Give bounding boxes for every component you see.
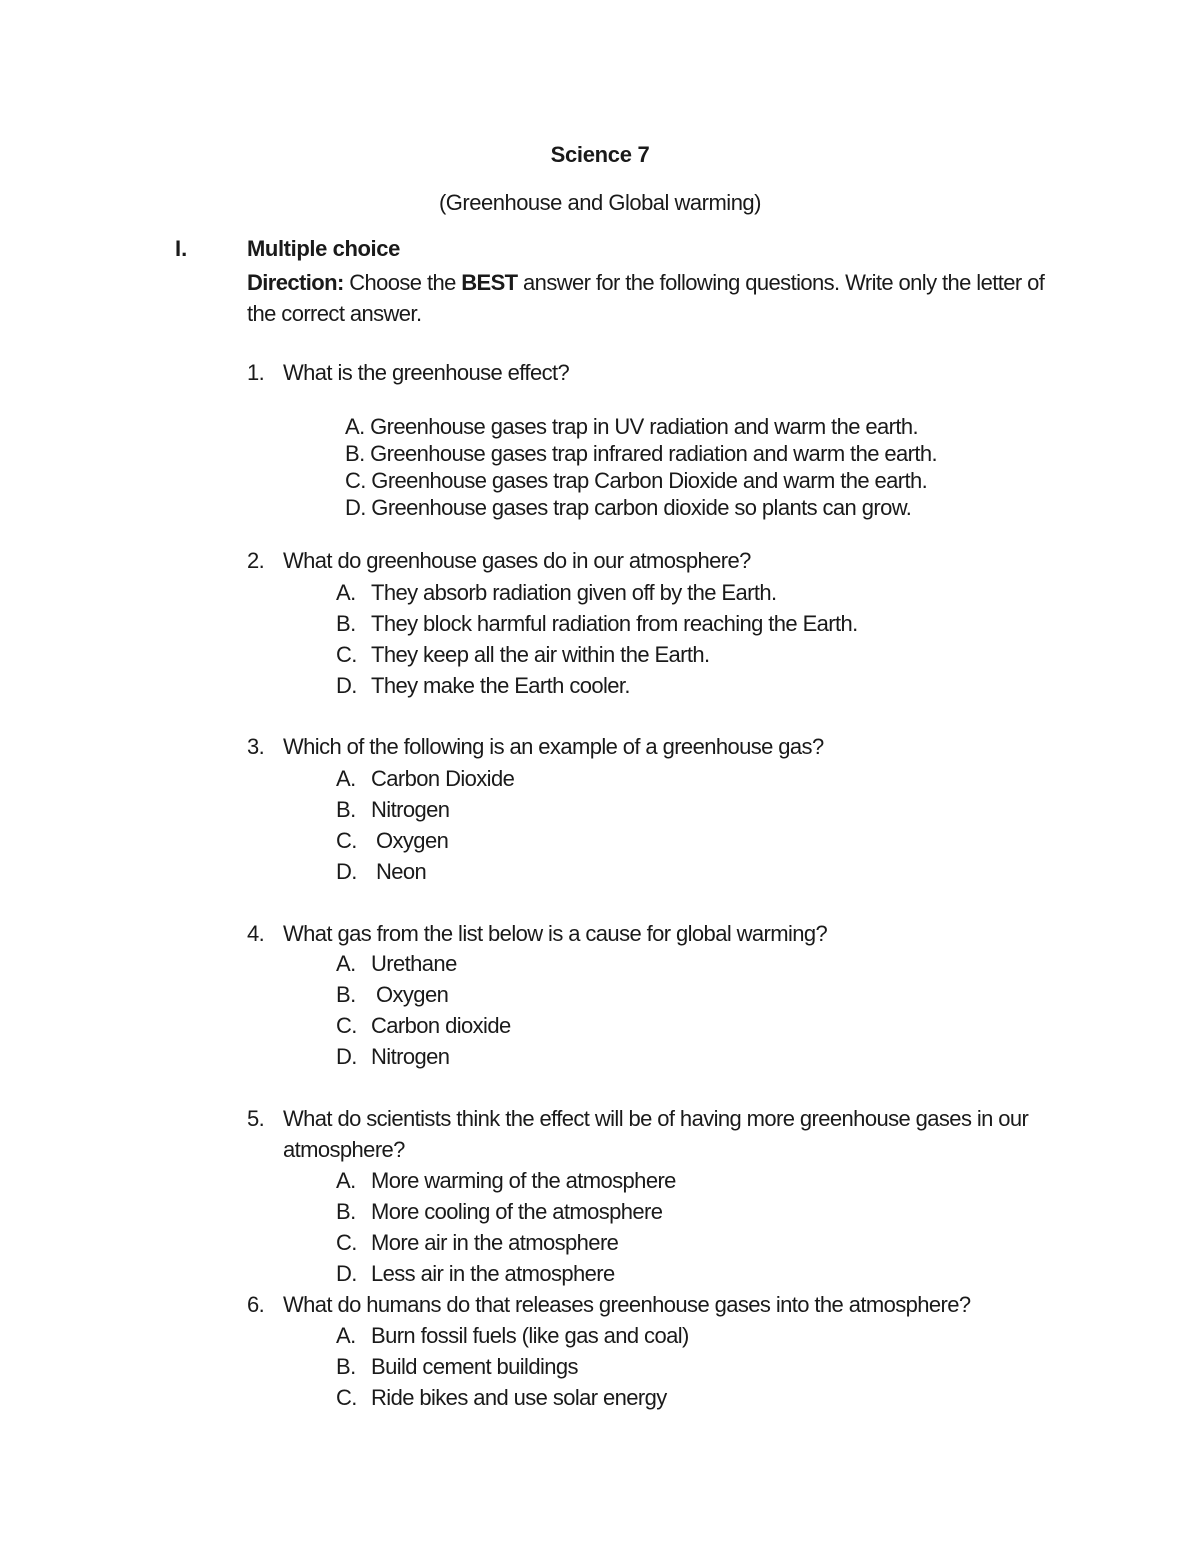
option-text: Nitrogen [371,1044,450,1069]
option-letter: B. [336,1199,356,1224]
answer-option: D. Greenhouse gases trap carbon dioxide so plants can grow. [345,495,912,520]
option-text: Burn fossil fuels (like gas and coal) [371,1323,689,1348]
option-letter: C. [336,828,357,853]
option-text: Carbon dioxide [371,1013,511,1038]
question-number: 4. [247,921,265,946]
section-title: Multiple choice [247,236,400,261]
option-letter: B. [336,611,356,636]
option-letter: D. [336,1044,357,1069]
option-letter: A. [336,766,356,791]
option-text: More air in the atmosphere [371,1230,619,1255]
option-text: More cooling of the atmosphere [371,1199,663,1224]
question-number: 5. [247,1106,265,1131]
option-letter: C. [336,1230,357,1255]
option-letter: C. [336,1385,357,1410]
question-text-continued: atmosphere? [283,1137,405,1162]
option-text: Build cement buildings [371,1354,578,1379]
page-subtitle: (Greenhouse and Global warming) [438,190,761,215]
question-text: What do scientists think the effect will be of having more greenhouse gases in our [283,1106,1029,1131]
option-text: Urethane [371,951,457,976]
answer-option: B. Greenhouse gases trap infrared radiation and warm the earth. [345,441,938,466]
option-text: They absorb radiation given off by the Earth. [371,580,777,605]
question-number: 6. [247,1292,265,1317]
question-number: 3. [247,734,265,759]
question-text: What do greenhouse gases do in our atmosphere? [283,548,751,573]
answer-option: C. Greenhouse gases trap Carbon Dioxide and warm the earth. [345,468,928,493]
option-letter: B. [336,1354,356,1379]
option-letter: A. [336,951,356,976]
direction-emphasis: BEST [461,270,518,295]
option-text: More warming of the atmosphere [371,1168,676,1193]
question-number: 1. [247,360,265,385]
option-text: Ride bikes and use solar energy [371,1385,667,1410]
option-letter: A. [336,1323,356,1348]
option-letter: D. [336,859,357,884]
question-text: What is the greenhouse effect? [283,360,570,385]
question-text: What gas from the list below is a cause for global warming? [283,921,828,946]
option-text: They keep all the air within the Earth. [371,642,710,667]
question-text: What do humans do that releases greenhouse gases into the atmosphere? [283,1292,971,1317]
option-letter: A. [336,580,356,605]
option-letter: B. [336,797,356,822]
option-text: Nitrogen [371,797,450,822]
question-number: 2. [247,548,265,573]
option-letter: A. [336,1168,356,1193]
direction-text-1: Choose the [349,270,456,295]
option-letter: D. [336,673,357,698]
direction-text-2: answer for the following questions. Write only the letter of the correct answer. [247,270,1045,326]
option-letter: D. [336,1261,357,1286]
option-text: Carbon Dioxide [371,766,515,791]
option-text: Less air in the atmosphere [371,1261,615,1286]
option-text: Oxygen [376,828,449,853]
option-text: They block harmful radiation from reaching the Earth. [371,611,858,636]
page-title: Science 7 [550,142,650,167]
direction-paragraph [247,267,1047,329]
option-text: Neon [376,859,427,884]
option-letter: C. [336,1013,357,1038]
direction-label: Direction: [247,270,344,295]
option-letter: C. [336,642,357,667]
option-letter: B. [336,982,356,1007]
option-text: Oxygen [376,982,449,1007]
option-text: They make the Earth cooler. [371,673,630,698]
section-number: I. [175,236,188,261]
question-text: Which of the following is an example of a greenhouse gas? [283,734,824,759]
answer-option: A. Greenhouse gases trap in UV radiation and warm the earth. [345,414,919,439]
